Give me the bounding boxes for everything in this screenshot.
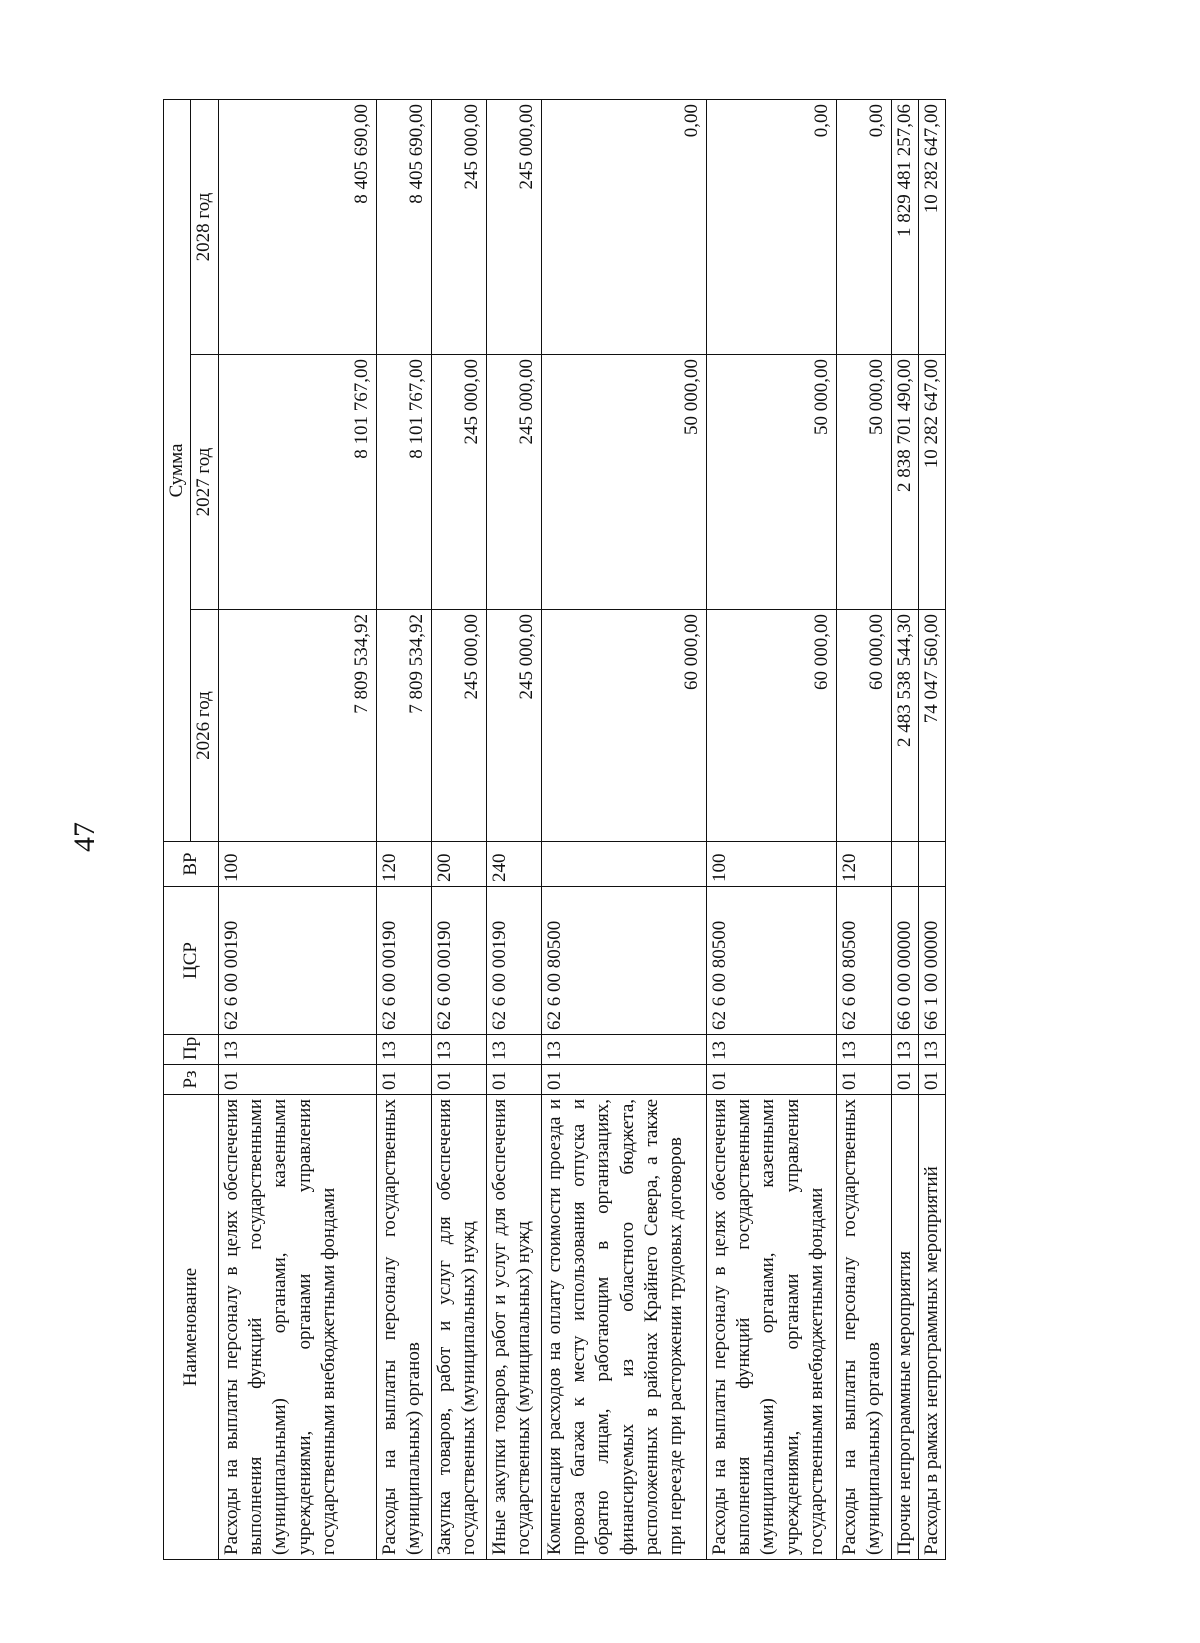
cell-2026: 2 483 538 544,30	[891, 610, 918, 842]
cell-rz: 01	[541, 1065, 706, 1095]
cell-vr	[891, 842, 918, 887]
rotated-table-wrapper	[163, 100, 942, 1560]
page-number: 47	[68, 822, 101, 852]
table-row	[891, 100, 918, 1560]
cell-vr: 120	[836, 842, 891, 887]
table-row	[376, 100, 431, 1560]
cell-2026: 245 000,00	[486, 610, 541, 842]
cell-2027: 8 101 767,00	[376, 355, 431, 610]
header-rz: Рз	[164, 1065, 219, 1095]
table-row	[486, 100, 541, 1560]
cell-2028: 1 829 481 257,06	[891, 100, 918, 355]
cell-csr: 62 6 00 00190	[376, 887, 431, 1035]
cell-rz: 01	[706, 1065, 836, 1095]
cell-2027: 8 101 767,00	[218, 355, 376, 610]
cell-2026: 245 000,00	[431, 610, 486, 842]
cell-2028: 8 405 690,00	[218, 100, 376, 355]
cell-2026: 74 047 560,00	[918, 610, 945, 842]
cell-2026: 60 000,00	[836, 610, 891, 842]
cell-csr: 62 6 00 00190	[431, 887, 486, 1035]
cell-2027: 10 282 647,00	[918, 355, 945, 610]
table-body	[218, 100, 946, 1560]
cell-2027: 245 000,00	[431, 355, 486, 610]
cell-csr: 66 0 00 00000	[891, 887, 918, 1035]
cell-csr: 62 6 00 80500	[706, 887, 836, 1035]
cell-rz: 01	[431, 1065, 486, 1095]
table-row	[431, 100, 486, 1560]
cell-name: Закупка товаров, работ и услуг для обеспечения государственных (муниципальных) нужд	[431, 1095, 486, 1560]
table-header	[164, 100, 219, 1560]
cell-vr: 120	[376, 842, 431, 887]
cell-2026: 60 000,00	[541, 610, 706, 842]
table-row	[918, 100, 945, 1560]
cell-csr: 62 6 00 00190	[218, 887, 376, 1035]
cell-2026: 7 809 534,92	[376, 610, 431, 842]
budget-table	[163, 99, 946, 1560]
cell-rz: 01	[218, 1065, 376, 1095]
cell-name: Расходы на выплаты персоналу государственных (муниципальных) органов	[376, 1095, 431, 1560]
cell-vr: 100	[218, 842, 376, 887]
cell-name: Расходы на выплаты персоналу в целях обеспечения выполнения функций государственными (муниципальными) органами, казенными учреждениями, органами управления государственными внебюджетными фондами	[218, 1095, 376, 1560]
cell-2027: 245 000,00	[486, 355, 541, 610]
cell-2028: 10 282 647,00	[918, 100, 945, 355]
table-row	[218, 100, 376, 1560]
cell-name: Расходы на выплаты персоналу государственных (муниципальных) органов	[836, 1095, 891, 1560]
cell-pr: 13	[891, 1035, 918, 1065]
table-row	[706, 100, 836, 1560]
cell-vr: 100	[706, 842, 836, 887]
header-csr: ЦСР	[164, 887, 219, 1035]
cell-vr: 240	[486, 842, 541, 887]
cell-rz: 01	[376, 1065, 431, 1095]
cell-name: Прочие непрограммные мероприятия	[891, 1095, 918, 1560]
cell-vr	[541, 842, 706, 887]
cell-name: Компенсация расходов на оплату стоимости проезда и провоза багажа к месту использования отпуска и обратно лицам, работающим в организациях, финансируемых из областного бюджета, расположенных в районах Крайнего Севера, а также при переезде при расторжении трудовых договоров	[541, 1095, 706, 1560]
header-2026: 2026 год	[191, 610, 218, 842]
cell-csr: 62 6 00 80500	[836, 887, 891, 1035]
table-row	[541, 100, 706, 1560]
cell-pr: 13	[218, 1035, 376, 1065]
cell-2026: 60 000,00	[706, 610, 836, 842]
cell-vr	[918, 842, 945, 887]
cell-2028: 245 000,00	[486, 100, 541, 355]
cell-2028: 8 405 690,00	[376, 100, 431, 355]
cell-2028: 245 000,00	[431, 100, 486, 355]
cell-pr: 13	[376, 1035, 431, 1065]
cell-2027: 50 000,00	[706, 355, 836, 610]
cell-2026: 7 809 534,92	[218, 610, 376, 842]
header-vr: ВР	[164, 842, 219, 887]
header-sum: Сумма	[164, 100, 191, 842]
header-name: Наименование	[164, 1095, 219, 1560]
table-row	[836, 100, 891, 1560]
cell-pr: 13	[486, 1035, 541, 1065]
cell-name: Расходы на выплаты персоналу в целях обеспечения выполнения функций государственными (муниципальными) органами, казенными учреждениями, органами управления государственными внебюджетными фондами	[706, 1095, 836, 1560]
cell-2028: 0,00	[836, 100, 891, 355]
cell-name: Расходы в рамках непрограммных мероприятий	[918, 1095, 945, 1560]
header-pr: Пр	[164, 1035, 219, 1065]
cell-csr: 66 1 00 00000	[918, 887, 945, 1035]
cell-pr: 13	[836, 1035, 891, 1065]
cell-2028: 0,00	[706, 100, 836, 355]
cell-csr: 62 6 00 80500	[541, 887, 706, 1035]
cell-pr: 13	[541, 1035, 706, 1065]
cell-vr: 200	[431, 842, 486, 887]
cell-rz: 01	[836, 1065, 891, 1095]
cell-pr: 13	[918, 1035, 945, 1065]
cell-name: Иные закупки товаров, работ и услуг для обеспечения государственных (муниципальных) нужд	[486, 1095, 541, 1560]
cell-2027: 50 000,00	[541, 355, 706, 610]
cell-2028: 0,00	[541, 100, 706, 355]
cell-pr: 13	[706, 1035, 836, 1065]
header-2027: 2027 год	[191, 355, 218, 610]
cell-rz: 01	[918, 1065, 945, 1095]
header-2028: 2028 год	[191, 100, 218, 355]
cell-2027: 2 838 701 490,00	[891, 355, 918, 610]
cell-pr: 13	[431, 1035, 486, 1065]
cell-rz: 01	[891, 1065, 918, 1095]
cell-csr: 62 6 00 00190	[486, 887, 541, 1035]
cell-2027: 50 000,00	[836, 355, 891, 610]
cell-rz: 01	[486, 1065, 541, 1095]
